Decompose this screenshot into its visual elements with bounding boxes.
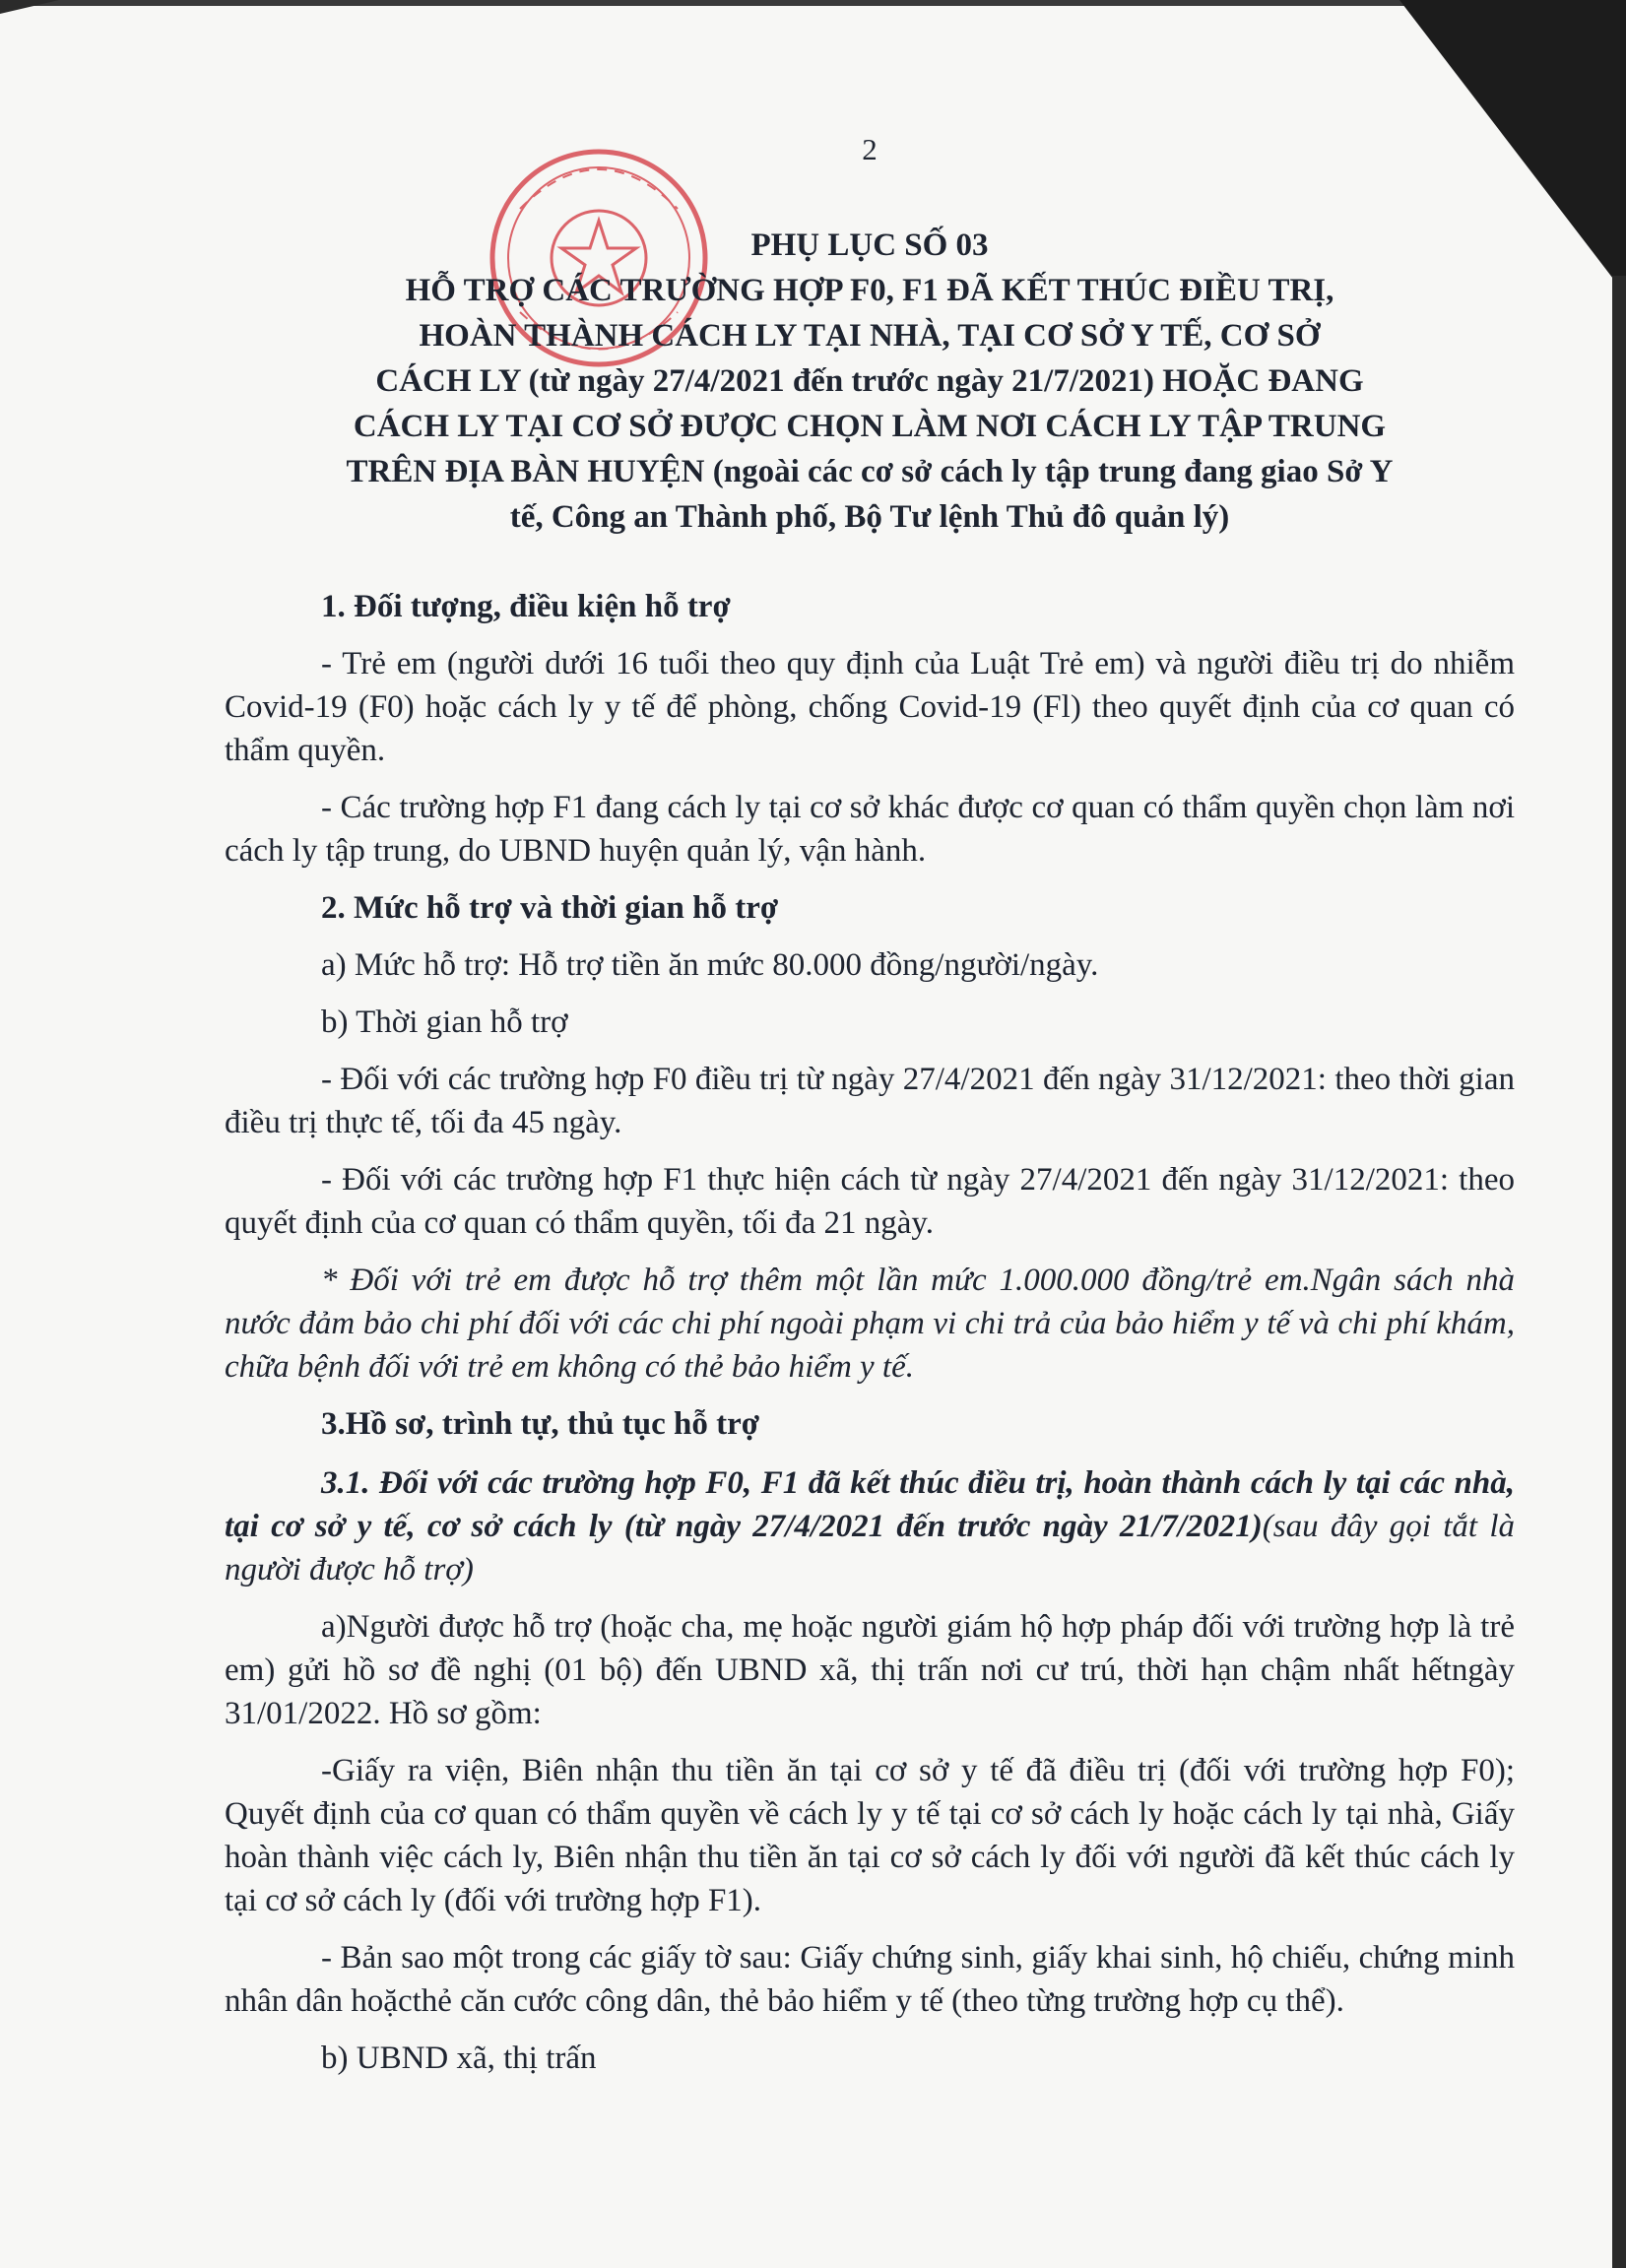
section-3-documents-list: -Giấy ra viện, Biên nhận thu tiền ăn tại cơ sở y tế đã điều trị (đối với trường hợp F0); Quyết định của cơ quan có thẩm quyền về cách ly y tế tại cơ sở cách ly hoặc cách ly tại nhà, Giấy hoàn thành việc cách ly, Biên nhận thu tiền ăn tại cơ sở cách ly đối với người đã kết thúc cách ly tại cơ sở cách ly (đối với trường hợp F1). xyxy=(225,1753,1515,1918)
heading-line-2: HỖ TRỢ CÁC TRƯỜNG HỢP F0, F1 ĐÃ KẾT THÚC ĐIỀU TRỊ, xyxy=(405,273,1334,308)
section-2-children-note: * Đối với trẻ em được hỗ trợ thêm một lần mức 1.000.000 đồng/trẻ em.Ngân sách nhà nước đảm bảo chi phí đối với các chi phí ngoài phạm vi chi trả của bảo hiểm y tế và chi phí khám, chữa bệnh đối với trẻ em không có thẻ bảo hiểm y tế. xyxy=(225,1263,1515,1385)
section-1-title: 1. Đối tượng, điều kiện hỗ trợ xyxy=(321,589,731,624)
scan-edge-top xyxy=(0,0,1626,6)
document-heading xyxy=(225,223,1515,540)
section-2-f0-paragraph: - Đối với các trường hợp F0 điều trị từ ngày 27/4/2021 đến ngày 31/12/2021: theo thời gian điều trị thực tế, tối đa 45 ngày. xyxy=(225,1062,1515,1140)
section-2-f1-paragraph: - Đối với các trường hợp F1 thực hiện cách từ ngày 27/4/2021 đến ngày 31/12/2021: theo quyết định của cơ quan có thẩm quyền, tối đa 21 ngày. xyxy=(225,1162,1515,1241)
section-2-support-level: a) Mức hỗ trợ: Hỗ trợ tiền ăn mức 80.000 đồng/người/ngày. xyxy=(321,947,1099,983)
document-body xyxy=(225,128,1515,2080)
heading-appendix-number: PHỤ LỤC SỐ 03 xyxy=(750,227,989,263)
section-3-paragraph-a: a)Người được hỗ trợ (hoặc cha, mẹ hoặc người giám hộ hợp pháp đối với trường hợp là trẻ em) gửi hồ sơ đề nghị (01 bộ) đến UBND xã, thị trấn nơi cư trú, thời hạn chậm nhất hếtngày 31/01/2022. Hồ sơ gồm: xyxy=(225,1609,1515,1731)
section-3-1-title-bold: 3.1. Đối với các trường hợp F0, F1 đã kết thúc điều trị, hoàn thành cách ly tại các nhà, tại cơ sở y tế, cơ sở cách ly (từ ngày 27/4/2021 đến trước ngày 21/7/2021) xyxy=(225,1465,1515,1544)
heading-line-7: tế, Công an Thành phố, Bộ Tư lệnh Thủ đô quản lý) xyxy=(509,499,1230,535)
section-1-paragraph-1: - Trẻ em (người dưới 16 tuổi theo quy định của Luật Trẻ em) và người điều trị do nhiễm Covid-19 (F0) hoặc cách ly y tế để phòng, chống Covid-19 (Fl) theo quyết định của cơ quan có thẩm quyền. xyxy=(225,646,1515,768)
page-number: 2 xyxy=(862,132,878,166)
heading-line-6: TRÊN ĐỊA BÀN HUYỆN (ngoài các cơ sở cách ly tập trung đang giao Sở Y xyxy=(346,454,1394,489)
section-3-1-title-note: (sau đây gọi tắt là người được hỗ trợ) xyxy=(225,1509,1515,1588)
heading-line-5: CÁCH LY TẠI CƠ SỞ ĐƯỢC CHỌN LÀM NƠI CÁCH LY TẬP TRUNG xyxy=(353,409,1387,444)
section-2-title: 2. Mức hỗ trợ và thời gian hỗ trợ xyxy=(321,890,779,926)
section-3-copies-list: - Bản sao một trong các giấy tờ sau: Giấy chứng sinh, giấy khai sinh, hộ chiếu, chứng minh nhân dân hoặcthẻ căn cước công dân, thẻ bảo hiểm y tế (theo từng trường hợp cụ thể). xyxy=(225,1940,1515,2019)
scan-corner-left xyxy=(0,0,59,14)
section-3-title: 3.Hồ sơ, trình tự, thủ tục hỗ trợ xyxy=(321,1406,760,1442)
heading-line-3: HOÀN THÀNH CÁCH LY TẠI NHÀ, TẠI CƠ SỞ Y TẾ, CƠ SỞ xyxy=(419,318,1321,354)
section-2-support-time: b) Thời gian hỗ trợ xyxy=(321,1004,568,1040)
section-3-paragraph-b: b) UBND xã, thị trấn xyxy=(321,2041,597,2076)
heading-line-4: CÁCH LY (từ ngày 27/4/2021 đến trước ngày 21/7/2021) HOẶC ĐANG xyxy=(375,363,1364,399)
section-3-1-title xyxy=(225,1461,1515,1591)
section-1-paragraph-2: - Các trường hợp F1 đang cách ly tại cơ sở khác được cơ quan có thẩm quyền chọn làm nơi cách ly tập trung, do UBND huyện quản lý, vận hành. xyxy=(225,790,1515,869)
scan-edge-right xyxy=(1612,276,1626,2268)
